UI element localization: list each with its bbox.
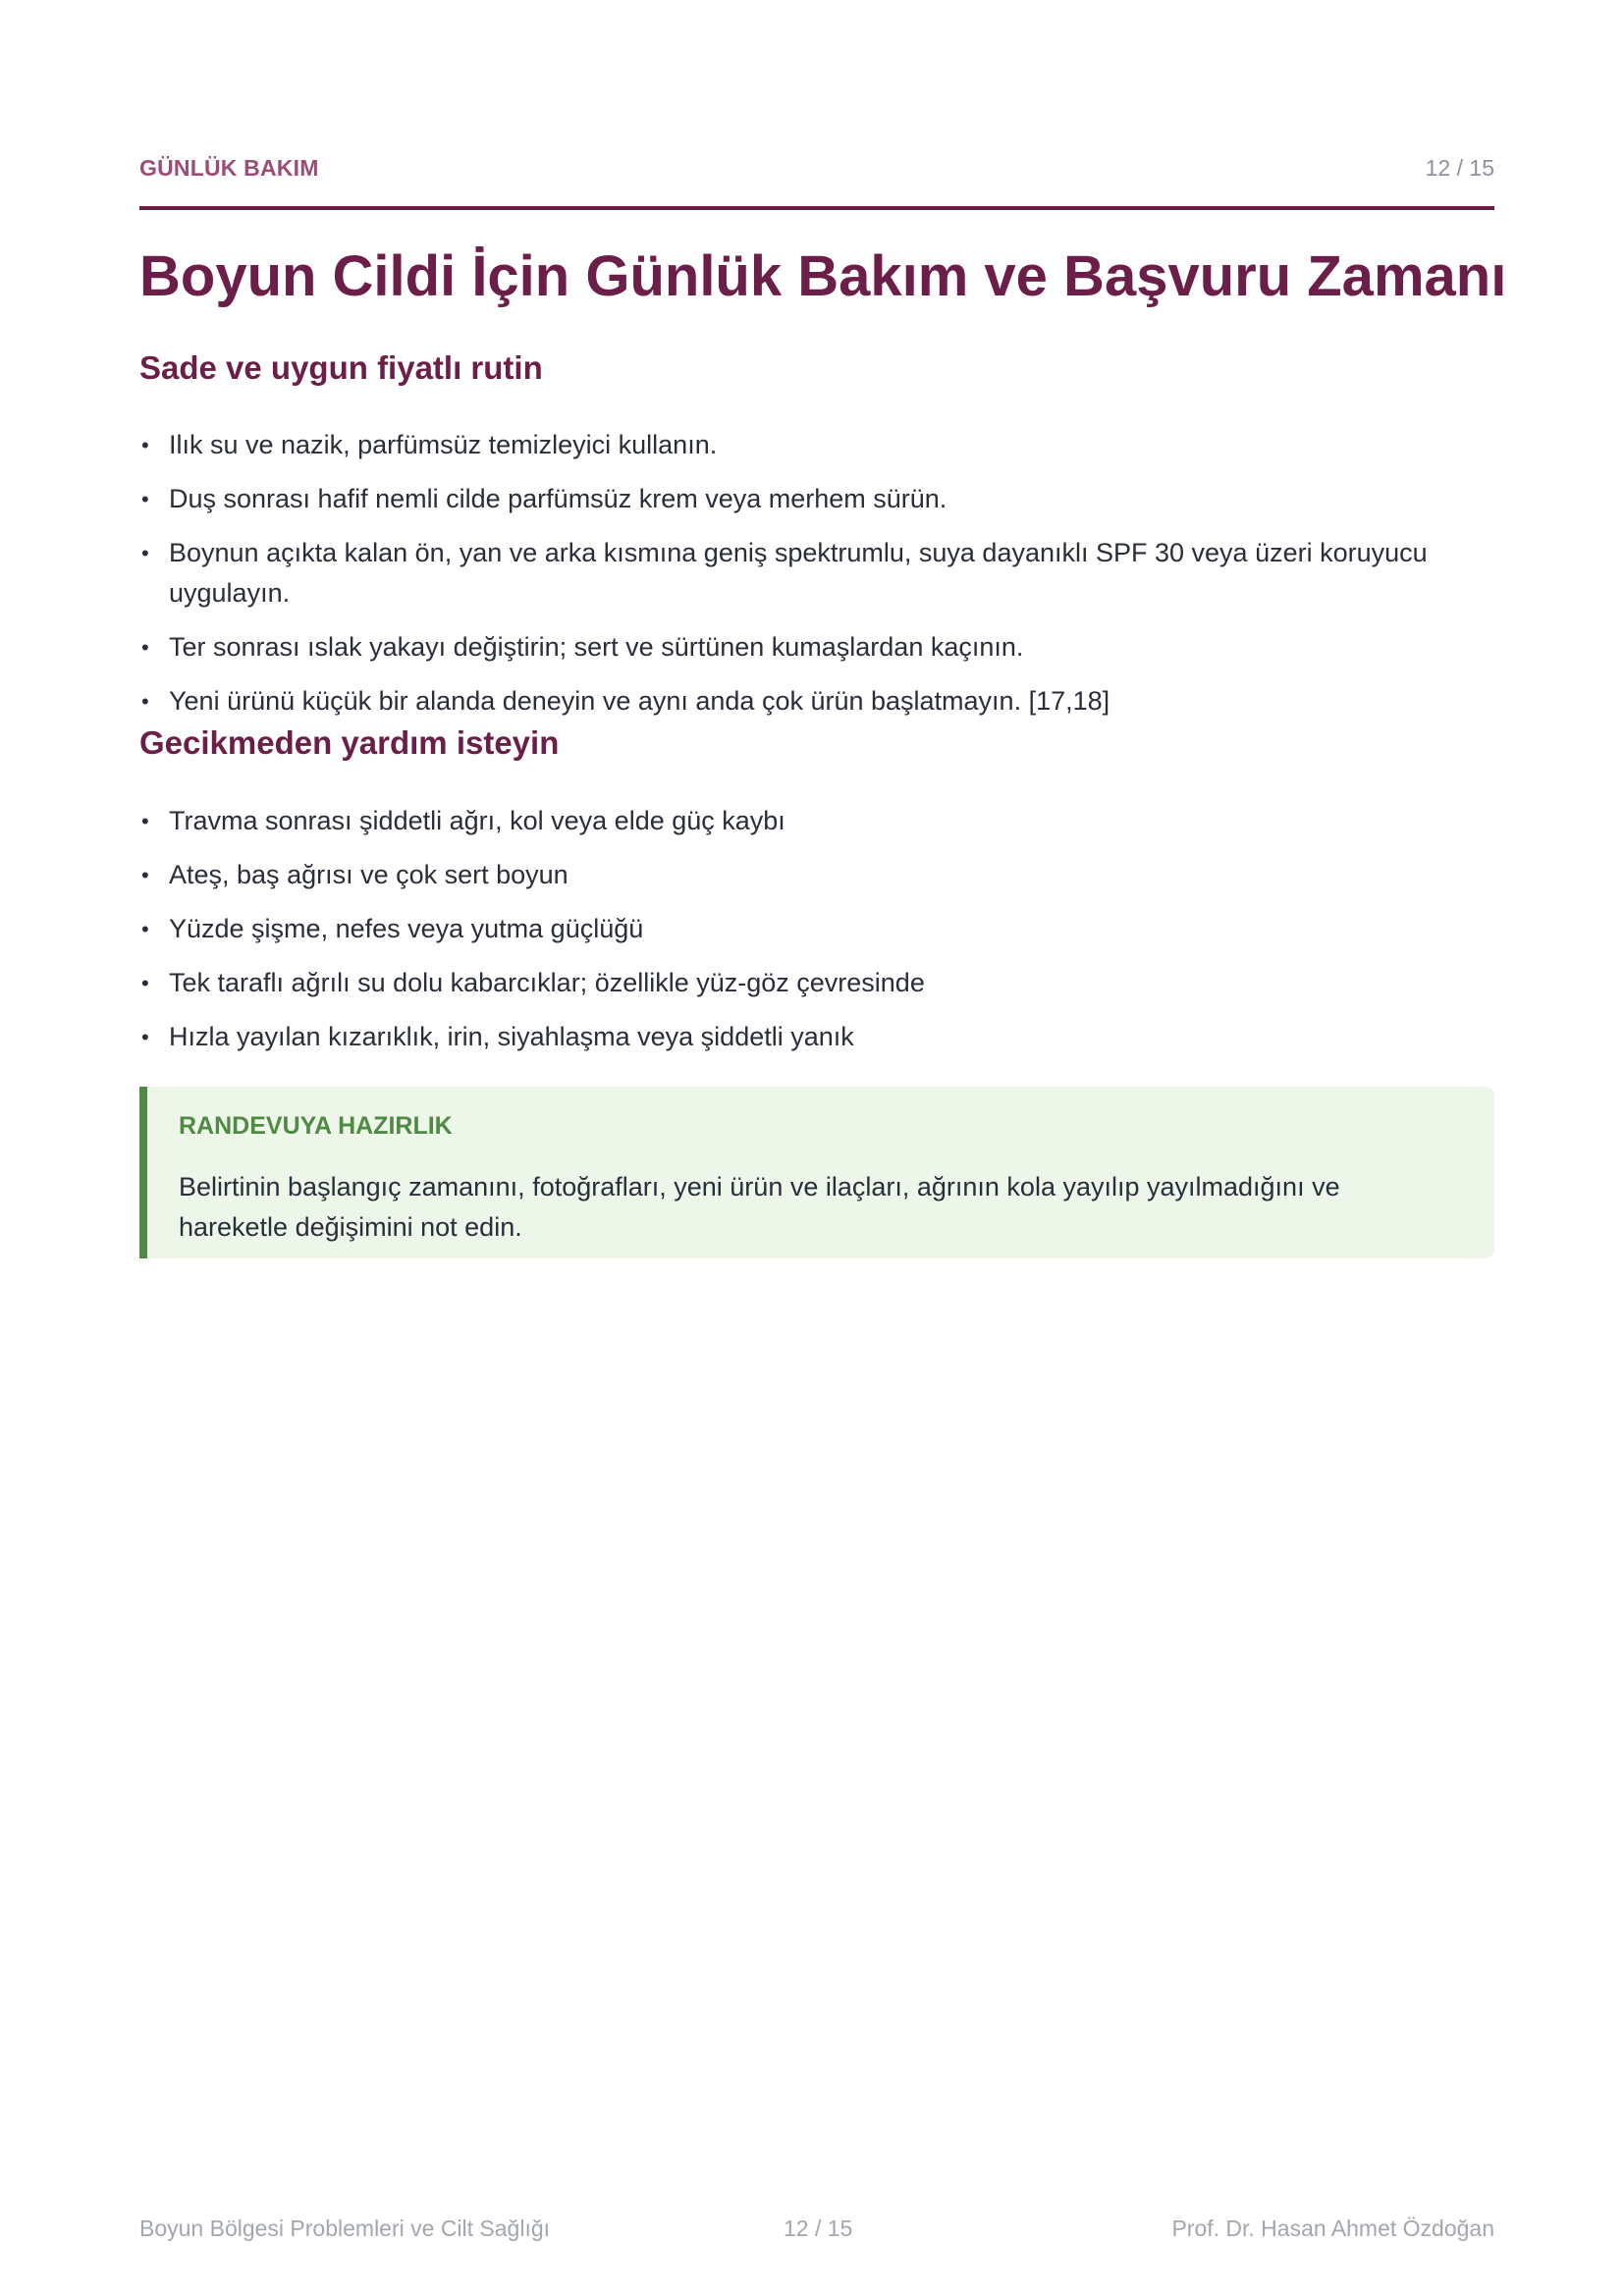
list-item-text: Ateş, baş ağrısı ve çok sert boyun	[169, 860, 568, 889]
list-item	[139, 681, 1494, 721]
list-item-text: Boynun açıkta kalan ön, yan ve arka kısmına geniş spektrumlu, suya dayanıklı SPF 30 veya üzeri koruyucu uygulayın.	[169, 538, 1428, 608]
list-item	[139, 1017, 1494, 1057]
page-header	[139, 155, 1494, 210]
list-item-text: Duş sonrası hafif nemli cilde parfümsüz krem veya merhem sürün.	[169, 484, 947, 513]
routine-list	[139, 425, 1494, 735]
page-title: Boyun Cildi İçin Günlük Bakım ve Başvuru Zamanı	[139, 244, 1507, 308]
appointment-prep-callout	[139, 1087, 1494, 1258]
list-item	[139, 855, 1494, 895]
list-item	[139, 963, 1494, 1003]
list-item-text: Ter sonrası ıslak yakayı değiştirin; sert ve sürtünen kumaşlardan kaçının.	[169, 632, 1024, 662]
list-item	[139, 479, 1494, 519]
bullet-icon: •	[141, 433, 149, 457]
section-heading-routine: Sade ve uygun fiyatlı rutin	[139, 349, 543, 386]
bullet-icon: •	[141, 809, 149, 833]
list-item-text: Yüzde şişme, nefes veya yutma güçlüğü	[169, 914, 644, 943]
list-item	[139, 909, 1494, 949]
list-item	[139, 801, 1494, 841]
document-page	[139, 0, 1507, 2296]
bullet-icon: •	[141, 635, 149, 660]
footer-document-title: Boyun Bölgesi Problemleri ve Cilt Sağlığı	[139, 2216, 551, 2241]
bullet-icon: •	[141, 917, 149, 941]
list-item	[139, 425, 1494, 465]
warning-signs-list	[139, 801, 1494, 1071]
bullet-icon: •	[141, 487, 149, 511]
list-item-text: Travma sonrası şiddetli ağrı, kol veya elde güç kaybı	[169, 806, 785, 835]
bullet-icon: •	[141, 1025, 149, 1049]
section-heading-seek-help: Gecikmeden yardım isteyin	[139, 724, 560, 761]
bullet-icon: •	[141, 689, 149, 714]
callout-body: Belirtinin başlangıç zamanını, fotoğrafları, yeni ürün ve ilaçları, ağrının kola yayılıp yayılmadığını ve hareketle değişimini not edin.	[179, 1172, 1340, 1242]
callout-title: RANDEVUYA HAZIRLIK	[179, 1112, 453, 1140]
footer-author: Prof. Dr. Hasan Ahmet Özdoğan	[1171, 2216, 1494, 2241]
bullet-icon: •	[141, 863, 149, 887]
header-page-number: 12 / 15	[1425, 155, 1494, 181]
section-label: GÜNLÜK BAKIM	[139, 155, 319, 181]
list-item	[139, 533, 1494, 614]
list-item-text: Hızla yayılan kızarıklık, irin, siyahlaşma veya şiddetli yanık	[169, 1022, 854, 1051]
list-item-text: Ilık su ve nazik, parfümsüz temizleyici kullanın.	[169, 430, 718, 459]
list-item-text: Yeni ürünü küçük bir alanda deneyin ve aynı anda çok ürün başlatmayın. [17,18]	[169, 686, 1110, 716]
bullet-icon: •	[141, 971, 149, 995]
bullet-icon: •	[141, 541, 149, 565]
footer-page-number: 12 / 15	[784, 2216, 853, 2241]
list-item	[139, 627, 1494, 667]
list-item-text: Tek taraflı ağrılı su dolu kabarcıklar; özellikle yüz-göz çevresinde	[169, 968, 925, 997]
